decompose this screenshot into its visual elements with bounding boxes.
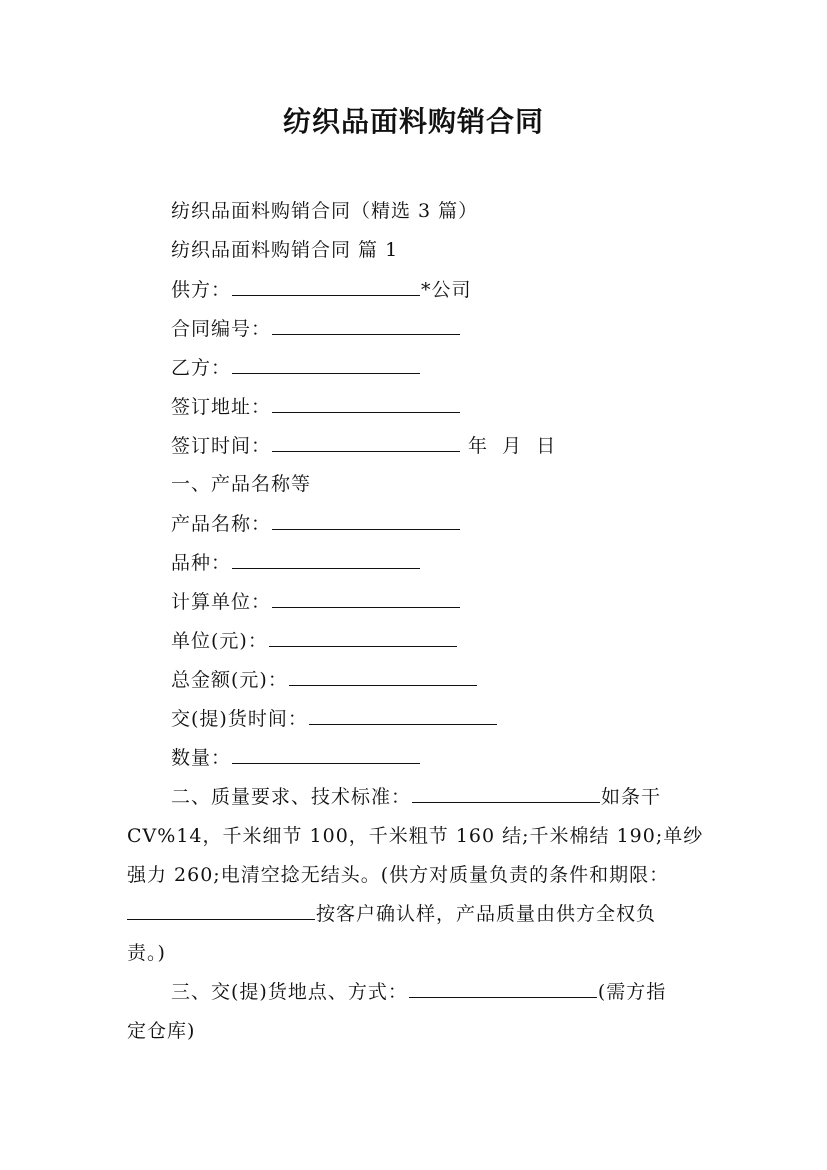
section-2-suffix: 如条干 xyxy=(601,786,662,808)
total-blank xyxy=(289,667,477,686)
supplier-blank xyxy=(232,277,420,296)
section-3-line-1 xyxy=(127,973,717,1012)
sign-time-blank xyxy=(272,433,460,452)
party-b-label: 乙方： xyxy=(171,357,232,379)
section-2-line-2: CV%14，千米细节 100，千米粗节 160 结;千米棉结 190;单纱 xyxy=(127,825,704,847)
subtitle-selected: 纺织品面料购销合同（精选 3 篇） xyxy=(171,200,479,222)
sign-time-label: 签订时间： xyxy=(171,435,272,457)
unit-price-row xyxy=(171,628,458,653)
section-2-line-3: 强力 260;电清空捻无结头。(供方对质量负责的条件和期限： xyxy=(127,864,670,886)
delivery-time-label: 交(提)货时间： xyxy=(171,708,308,730)
contract-no-blank xyxy=(272,316,460,335)
variety-blank xyxy=(232,550,420,569)
contract-no-row xyxy=(171,316,461,341)
total-row xyxy=(171,667,478,692)
section-2-line-4-text: 按客户确认样，产品质量由供方全权负 xyxy=(316,903,657,925)
sign-time-row xyxy=(171,433,556,458)
subtitle-part1: 纺织品面料购销合同 篇 1 xyxy=(171,239,399,261)
section-2-line-1 xyxy=(127,778,717,817)
supplier-row xyxy=(171,277,472,302)
contract-no-label: 合同编号： xyxy=(171,318,272,340)
unit-price-label: 单位(元)： xyxy=(171,630,268,652)
product-name-blank xyxy=(272,511,460,530)
sign-place-label: 签订地址： xyxy=(171,396,272,418)
sign-place-blank xyxy=(272,394,460,413)
section-3-paragraph xyxy=(127,973,717,1051)
party-b-blank xyxy=(232,355,420,374)
delivery-place-blank xyxy=(409,979,597,998)
quantity-row xyxy=(171,745,421,770)
unit-row xyxy=(171,589,461,614)
section-2-prefix: 二、质量要求、技术标准： xyxy=(171,786,412,808)
sign-time-suffix: 年 月 日 xyxy=(461,435,557,457)
delivery-time-row xyxy=(171,706,498,731)
unit-label: 计算单位： xyxy=(171,591,272,613)
quantity-label: 数量： xyxy=(171,747,232,769)
section-3-prefix: 三、交(提)货地点、方式： xyxy=(171,981,408,1003)
sign-place-row xyxy=(171,394,461,419)
variety-label: 品种： xyxy=(171,552,232,574)
section-1-heading: 一、产品名称等 xyxy=(171,473,312,495)
quantity-blank xyxy=(232,745,420,764)
section-3-suffix: (需方指 xyxy=(597,981,667,1003)
supplier-label: 供方： xyxy=(171,279,232,301)
quality-blank xyxy=(412,784,600,803)
delivery-time-blank xyxy=(309,706,497,725)
unit-price-blank xyxy=(269,628,457,647)
quality-period-blank xyxy=(127,901,315,920)
section-3-line-2: 定仓库) xyxy=(127,1020,196,1042)
section-2-line-4 xyxy=(127,895,717,934)
total-label: 总金额(元)： xyxy=(171,669,288,691)
variety-row xyxy=(171,550,421,575)
product-name-label: 产品名称： xyxy=(171,513,272,535)
supplier-suffix: *公司 xyxy=(421,279,472,301)
party-b-row xyxy=(171,355,421,380)
section-2-paragraph xyxy=(127,778,717,973)
section-2-line-5: 责。) xyxy=(127,942,166,964)
unit-blank xyxy=(272,589,460,608)
product-name-row xyxy=(171,511,461,536)
document-title: 纺织品面料购销合同 xyxy=(282,105,544,138)
